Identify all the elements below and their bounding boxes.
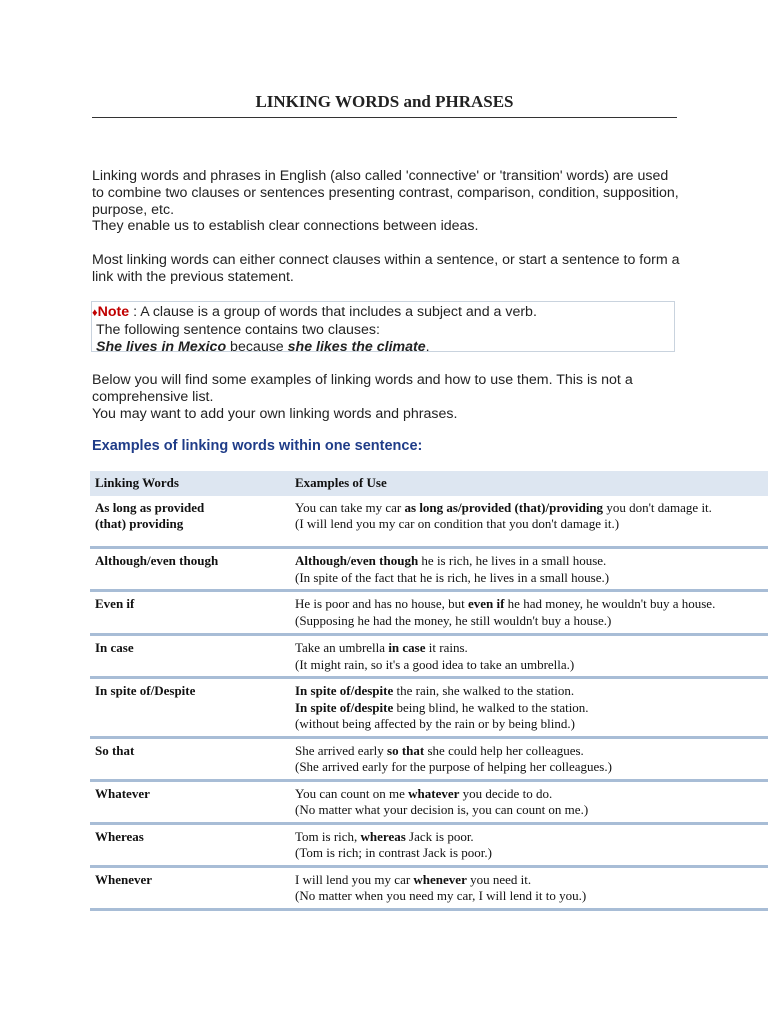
example-cell — [290, 591, 768, 635]
example-text: Tom is rich, — [295, 828, 361, 844]
table-row — [90, 496, 768, 548]
linking-word: In case — [95, 640, 134, 655]
linking-word: Whenever — [95, 871, 153, 887]
table-row — [90, 737, 768, 780]
example-linking-phrase: In spite of/despite — [295, 699, 394, 715]
table-row — [90, 823, 768, 866]
example-line — [295, 872, 768, 889]
paragraph-3 — [92, 372, 682, 422]
example-linking-phrase: so that — [387, 742, 425, 758]
example-line — [295, 743, 768, 760]
linking-word: Whereas — [95, 828, 144, 844]
intro-paragraph — [92, 168, 682, 235]
note-example-end: . — [425, 338, 430, 355]
example-linking-phrase: even if — [467, 596, 505, 611]
note-example-clause-2: she likes the climate — [287, 338, 426, 355]
linking-word: Even if — [95, 596, 135, 611]
example-text: (No matter what your decision is, you can count on me.) — [295, 802, 589, 817]
example-text: (No matter when you need my car, I will lend it to you.) — [295, 888, 587, 903]
example-text: (It might rain, so it's a good idea to take an umbrella.) — [295, 656, 575, 672]
example-text: (without being affected by the rain or by being blind.) — [295, 716, 575, 731]
example-linking-phrase: in case — [388, 640, 426, 655]
example-line — [295, 786, 768, 803]
table-body — [90, 496, 768, 910]
example-text: He is poor and has no house, but — [295, 596, 468, 611]
table-row — [90, 866, 768, 909]
example-cell — [290, 780, 768, 823]
diamond-bullet-icon: ♦ — [92, 307, 98, 319]
example-cell — [290, 823, 768, 866]
example-text: (Supposing he had the money, he still wouldn't buy a house.) — [295, 612, 612, 628]
example-linking-phrase: Although/even though — [295, 553, 419, 568]
linking-word: Whatever — [95, 785, 150, 801]
header-examples-of-use: Examples of Use — [295, 475, 387, 490]
example-line — [295, 716, 768, 733]
example-linking-phrase: whatever — [408, 785, 460, 801]
example-text: she could help her colleagues. — [424, 742, 584, 758]
example-linking-phrase: whereas — [360, 828, 406, 844]
linking-word-cell — [90, 866, 290, 909]
example-line — [295, 596, 768, 613]
example-linking-phrase: In spite of/despite — [295, 683, 394, 698]
linking-word: So that — [95, 742, 135, 758]
linking-word-cell — [90, 548, 290, 591]
paragraph-3-text-1: Below you will find some examples of linking words and how to use them. This is not a comprehensive list. — [92, 372, 633, 405]
example-text: I will lend you my car — [295, 871, 414, 887]
example-text: it rains. — [425, 640, 468, 655]
linking-word-cell — [90, 591, 290, 635]
example-line — [295, 553, 768, 570]
example-line — [295, 613, 768, 630]
title-divider — [92, 117, 677, 118]
example-text: he had money, he wouldn't buy a house. — [504, 596, 716, 611]
example-text: You can count on me — [295, 785, 409, 801]
example-line — [295, 802, 768, 819]
example-line — [295, 888, 768, 905]
example-line — [295, 640, 768, 657]
table-row — [90, 635, 768, 678]
example-line — [295, 683, 768, 700]
section-heading: Examples of linking words within one sentence: — [92, 438, 423, 454]
example-cell — [290, 737, 768, 780]
example-cell — [290, 678, 768, 738]
example-linking-phrase: as long as/provided (that)/providing — [404, 499, 604, 515]
note-line-1 — [92, 304, 670, 322]
intro-text-2: They enable us to establish clear connections between ideas. — [92, 218, 479, 235]
table-row — [90, 780, 768, 823]
linking-word: Although/even though — [95, 553, 219, 568]
example-text: (She arrived early for the purpose of helping her colleagues.) — [295, 759, 612, 774]
linking-word-cell — [90, 678, 290, 738]
table-row — [90, 591, 768, 635]
table-row — [90, 548, 768, 591]
note-line-2: The following sentence contains two clauses: — [96, 321, 380, 338]
linking-words-table — [90, 471, 768, 911]
linking-word: As long as provided (that) providing — [95, 499, 205, 531]
note-label: Note — [97, 304, 130, 320]
example-text: (I will lend you my car on condition that you don't damage it.) — [295, 516, 620, 531]
intro-text-1: Linking words and phrases in English (also called 'connective' or 'transition' words) are used to combine two clauses or sentences presenting contrast, comparison, condition, supposition, purpose, etc. — [92, 168, 679, 218]
note-example-connector: because — [226, 338, 288, 355]
paragraph-2: Most linking words can either connect clauses within a sentence, or start a sentence to form a link with the previous statement. — [92, 252, 680, 285]
example-text: (Tom is rich; in contrast Jack is poor.) — [295, 845, 492, 860]
example-text: he is rich, he lives in a small house. — [418, 553, 607, 568]
example-line — [295, 500, 768, 517]
example-text: the rain, she walked to the station. — [393, 683, 575, 698]
linking-word-cell — [90, 635, 290, 678]
example-line — [295, 570, 768, 587]
example-cell — [290, 496, 768, 548]
example-text: you decide to do. — [459, 785, 553, 801]
example-text: being blind, he walked to the station. — [393, 699, 589, 715]
example-text: You can take my car — [295, 499, 405, 515]
example-line — [295, 845, 768, 862]
example-cell — [290, 635, 768, 678]
example-text: She arrived early — [295, 742, 388, 758]
example-line — [295, 657, 768, 674]
example-line — [295, 700, 768, 717]
document-title: LINKING WORDS and PHRASES — [255, 92, 514, 111]
note-example — [92, 339, 670, 356]
example-text: you don't damage it. — [603, 499, 712, 515]
linking-words-table-wrapper — [90, 471, 768, 911]
example-line — [295, 759, 768, 776]
note-example-clause-1: She lives in Mexico — [96, 338, 227, 355]
note-box — [91, 301, 675, 355]
example-line — [295, 829, 768, 846]
header-linking-words: Linking Words — [95, 475, 179, 490]
example-line — [295, 516, 768, 533]
example-cell — [290, 548, 768, 591]
note-text: : A clause is a group of words that includes a subject and a verb. — [129, 304, 537, 320]
example-cell — [290, 866, 768, 909]
linking-word-cell — [90, 780, 290, 823]
linking-word-cell — [90, 737, 290, 780]
linking-word: In spite of/Despite — [95, 683, 196, 698]
linking-word-cell — [90, 496, 290, 548]
linking-word-cell — [90, 823, 290, 866]
example-linking-phrase: whenever — [413, 871, 467, 887]
example-text: Take an umbrella — [295, 640, 389, 655]
paragraph-3-text-2: You may want to add your own linking words and phrases. — [92, 405, 458, 422]
example-text: (In spite of the fact that he is rich, he lives in a small house.) — [295, 569, 610, 585]
table-row — [90, 678, 768, 738]
example-text: Jack is poor. — [405, 828, 474, 844]
example-text: you need it. — [466, 871, 532, 887]
table-header-row — [90, 471, 768, 496]
